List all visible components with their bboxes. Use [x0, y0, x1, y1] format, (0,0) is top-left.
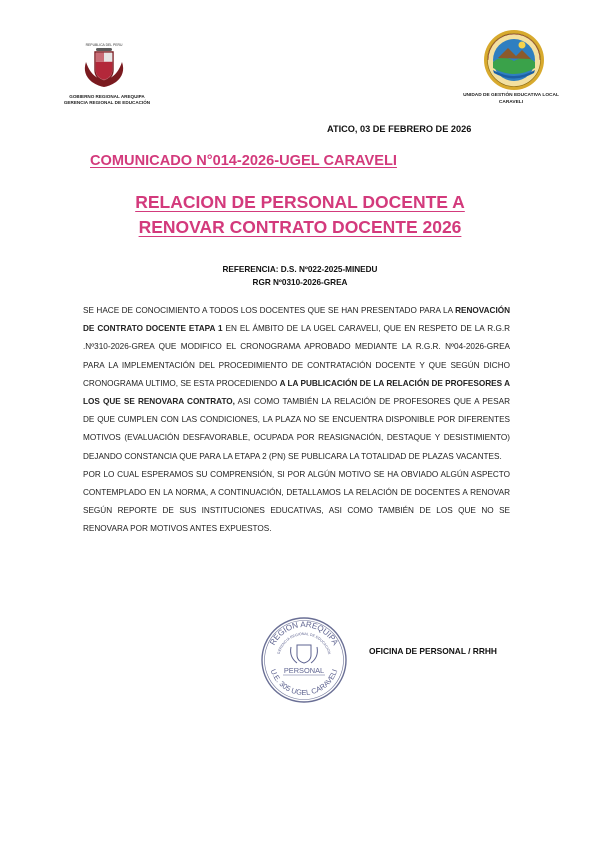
- ugel-caraveli-logo-icon: [482, 28, 546, 92]
- gov-right-header: [446, 93, 576, 106]
- date-line: ATICO, 03 DE FEBRERO DE 2026: [327, 124, 472, 134]
- reference-line-2: RGR Nº0310-2026-GREA: [252, 277, 348, 287]
- official-stamp: [259, 615, 349, 705]
- p1-text-c: EN EL ÁMBITO DE LA UGEL CARAVELI, QUE EN RESPETO DE LA R.G.R .Nº310-2026-GREA QUE MODIFICO EL CRONOGRAMA APROBADO MEDIANTE LA R.G.R. Nº04-2026-GREA PARA LA IMPLEMENTACIÓN DEL PROCEDIMIENTO DE CONTRATACIÓN DOCENTE Y QUE SEGÚN DICHO CRONOGRAMA ULTIMO, SE ESTA PROCEDIENDO: [83, 324, 511, 388]
- title-line-1: RELACION DE PERSONAL DOCENTE A: [135, 192, 465, 212]
- stamp-inner-arc: GERENCIA REGIONAL DE EDUCACION: [276, 631, 332, 655]
- gov-right-line-1: UNIDAD DE GESTIÓN EDUCATIVA LOCAL: [463, 93, 559, 98]
- document-title: [70, 190, 530, 240]
- stamp-center-text: PERSONAL: [283, 666, 325, 675]
- peru-coat-of-arms-icon: [78, 40, 130, 92]
- p1-bold-publicacion: A LA PUBLICACIÓN DE LA RELACIÓN DE PROFESORES A LOS QUE SE RENOVARA CONTRATO,: [83, 378, 510, 407]
- signature-office: OFICINA DE PERSONAL / RRHH: [369, 646, 497, 656]
- p1-bold-renovacion: RENOVACIÓN DE CONTRATO DOCENTE ETAPA 1: [83, 306, 510, 334]
- body-text: [83, 302, 510, 539]
- p1-text-a: SE HACE DE CONOCIMIENTO A TODOS LOS DOCENTES QUE SE HAN PRESENTADO PARA LA: [83, 306, 456, 315]
- reference-line-1: REFERENCIA: D.S. Nº022-2025-MINEDU: [222, 265, 378, 274]
- body-paragraph-1: [83, 302, 510, 466]
- stamp-shield-icon: [291, 645, 318, 663]
- p1-text-e: ASI COMO TAMBIÉN LA RELACIÓN DE PROFESORES QUE A PESAR DE QUE CUMPLEN CON LAS CONDICIONES, LA PLAZA NO SE ENCUENTRA DISPONIBLE POR DIFERENTES MOTIVOS (EVALUACIÓN DESFAVORABLE, OCUPADA POR REASIGNACIÓN, DESTAQUE Y DESISTIMIENTO) DEJANDO CONSTANCIA QUE PARA LA ETAPA 2 (PN) SE PUBLICARA LA TOTALIDAD DE PLAZAS VACANTES.: [83, 397, 510, 461]
- gov-left-line-1: GOBIERNO REGIONAL AREQUIPA: [69, 94, 145, 99]
- title-line-2: RENOVAR CONTRATO DOCENTE 2026: [138, 217, 462, 237]
- stamp-top-arc: REGION AREQUIPA: [268, 619, 340, 647]
- crest-text: REPUBLICA DEL PERU: [85, 43, 123, 47]
- body-paragraph-2: POR LO CUAL ESPERAMOS SU COMPRENSIÓN, SI POR ALGÚN MOTIVO SE HA OBVIADO ALGÚN ASPECTO CONTEMPLADO EN LA NORMA, A CONTINUACIÓN, DETALLAMOS LA RELACIÓN DE DOCENTES A RENOVAR SEGÚN REPORTE DE SUS INSTITUCIONES EDUCATIVAS, ASI COMO TAMBIÉN DE LOS QUE NO SE RENOVARA POR MOTIVOS ANTES EXPUESTOS.: [83, 469, 510, 534]
- gov-right-line-2: CARAVELI: [498, 99, 524, 105]
- stamp-bottom-arc: U.E. 305 UGEL CARAVELI: [268, 667, 340, 698]
- reference-block: [200, 264, 400, 289]
- gov-left-line-2: GERENCIA REGIONAL DE EDUCACIÓN: [63, 100, 151, 105]
- gov-left-header: [44, 94, 170, 106]
- comunicado-number: COMUNICADO N°014-2026-UGEL CARAVELI: [90, 153, 397, 169]
